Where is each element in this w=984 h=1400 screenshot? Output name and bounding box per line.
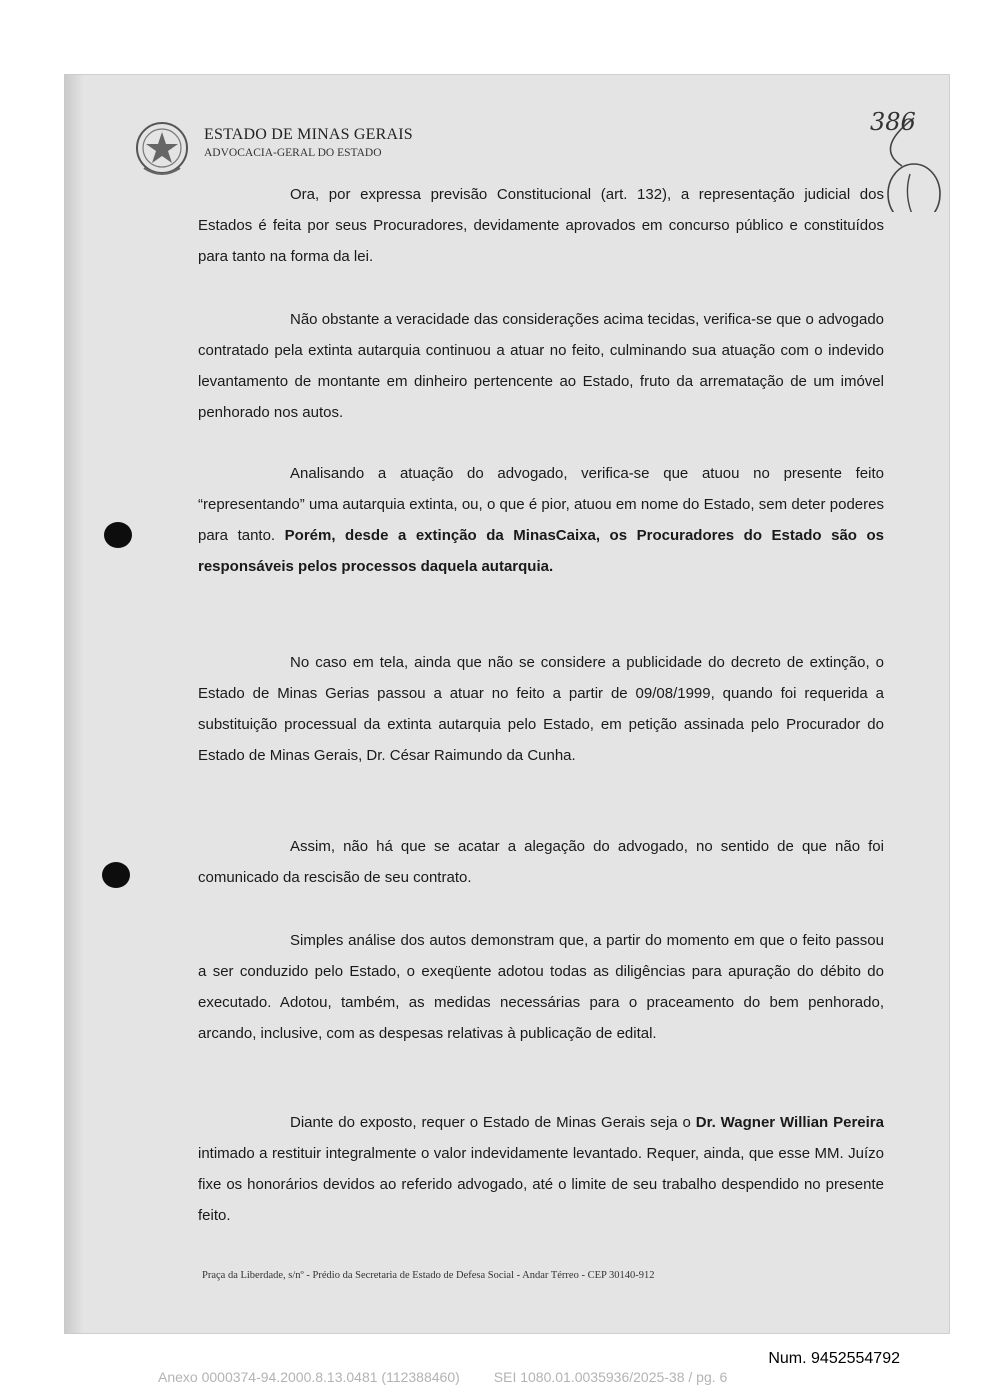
org-name: ESTADO DE MINAS GERAIS xyxy=(204,126,413,143)
paragraph-3-text: Analisando a atuação do advogado, verifica-se que atuou no presente feito “representando” uma autarquia extinta, ou, o que é pior, atuou em nome do Estado, sem deter poderes para tanto. xyxy=(198,465,884,544)
org-subtitle: ADVOCACIA-GERAL DO ESTADO xyxy=(204,147,382,159)
paragraph-1 xyxy=(198,179,884,272)
handwritten-number: 386 xyxy=(870,108,916,136)
paragraph-4-text: No caso em tela, ainda que não se considere a publicidade do decreto de extinção, o Estado de Minas Gerias passou a atuar no feito a partir de 09/08/1999, quando foi requerida a substituição processual da extinta autarquia pelo Estado, em petição assinada pelo Procurador do Estado de Minas Gerais, Dr. César Raimundo da Cunha. xyxy=(198,654,884,764)
paragraph-2-text: Não obstante a veracidade das considerações acima tecidas, verifica-se que o advogado contratado pela extinta autarquia continuou a atuar no feito, culminando sua atuação com o indevido levantamento de montante em dinheiro pertencente ao Estado, fruto da arrematação de um imóvel penhorado nos autos. xyxy=(198,311,884,421)
paragraph-6-text: Simples análise dos autos demonstram que, a partir do momento em que o feito passou a ser conduzido pelo Estado, o exeqüente adotou todas as diligências para apuração do débito do executado. Adotou, também, as medidas necessárias para o praceamento do bem penhorado, arcando, inclusive, com as despesas relativas à publicação de edital. xyxy=(198,932,884,1042)
paragraph-5-text: Assim, não há que se acatar a alegação do advogado, no sentido de que não foi comunicado da rescisão de seu contrato. xyxy=(198,838,884,886)
scanned-page xyxy=(64,74,950,1334)
paragraph-1-text: Ora, por expressa previsão Constitucional (art. 132), a representação judicial dos Estados é feita por seus Procuradores, devidamente aprovados em concurso público e constituídos para tanto na forma da lei. xyxy=(198,186,884,265)
paragraph-3-bold-text: Porém, desde a extinção da MinasCaixa, os Procuradores do Estado são os responsáveis pelos processos daquela autarquia. xyxy=(198,527,885,575)
annex-stamp-right: SEI 1080.01.0035936/2025-38 / pg. 6 xyxy=(493,1369,728,1385)
footer-address: Praça da Liberdade, s/nº - Prédio da Secretaria de Estado de Defesa Social - Andar Térreo - CEP 30140-912 xyxy=(202,1270,655,1281)
paragraph-4 xyxy=(198,647,884,771)
punch-hole xyxy=(102,862,130,888)
paragraph-5 xyxy=(198,831,884,893)
annex-stamp-left: Anexo 0000374-94.2000.8.13.0481 (112388460) xyxy=(158,1369,460,1385)
paragraph-7 xyxy=(198,1107,884,1231)
paragraph-2 xyxy=(198,304,884,428)
paragraph-6 xyxy=(198,925,884,1049)
punch-hole xyxy=(104,522,132,548)
annex-stamp xyxy=(158,1369,727,1385)
paragraph-3 xyxy=(198,458,884,582)
paragraph-7-bold-name: Dr. Wagner Willian Pereira xyxy=(695,1114,884,1131)
paragraph-7-text-end: intimado a restituir integralmente o valor indevidamente levantado. Requer, ainda, que esse MM. Juízo fixe os honorários devidos ao referido advogado, até o limite de seu trabalho despendido no presente feito. xyxy=(198,1145,884,1224)
state-seal-icon xyxy=(134,120,190,180)
paragraph-7-text: Diante do exposto, requer o Estado de Minas Gerais seja o xyxy=(290,1114,696,1131)
document-number: Num. 9452554792 xyxy=(768,1350,900,1367)
